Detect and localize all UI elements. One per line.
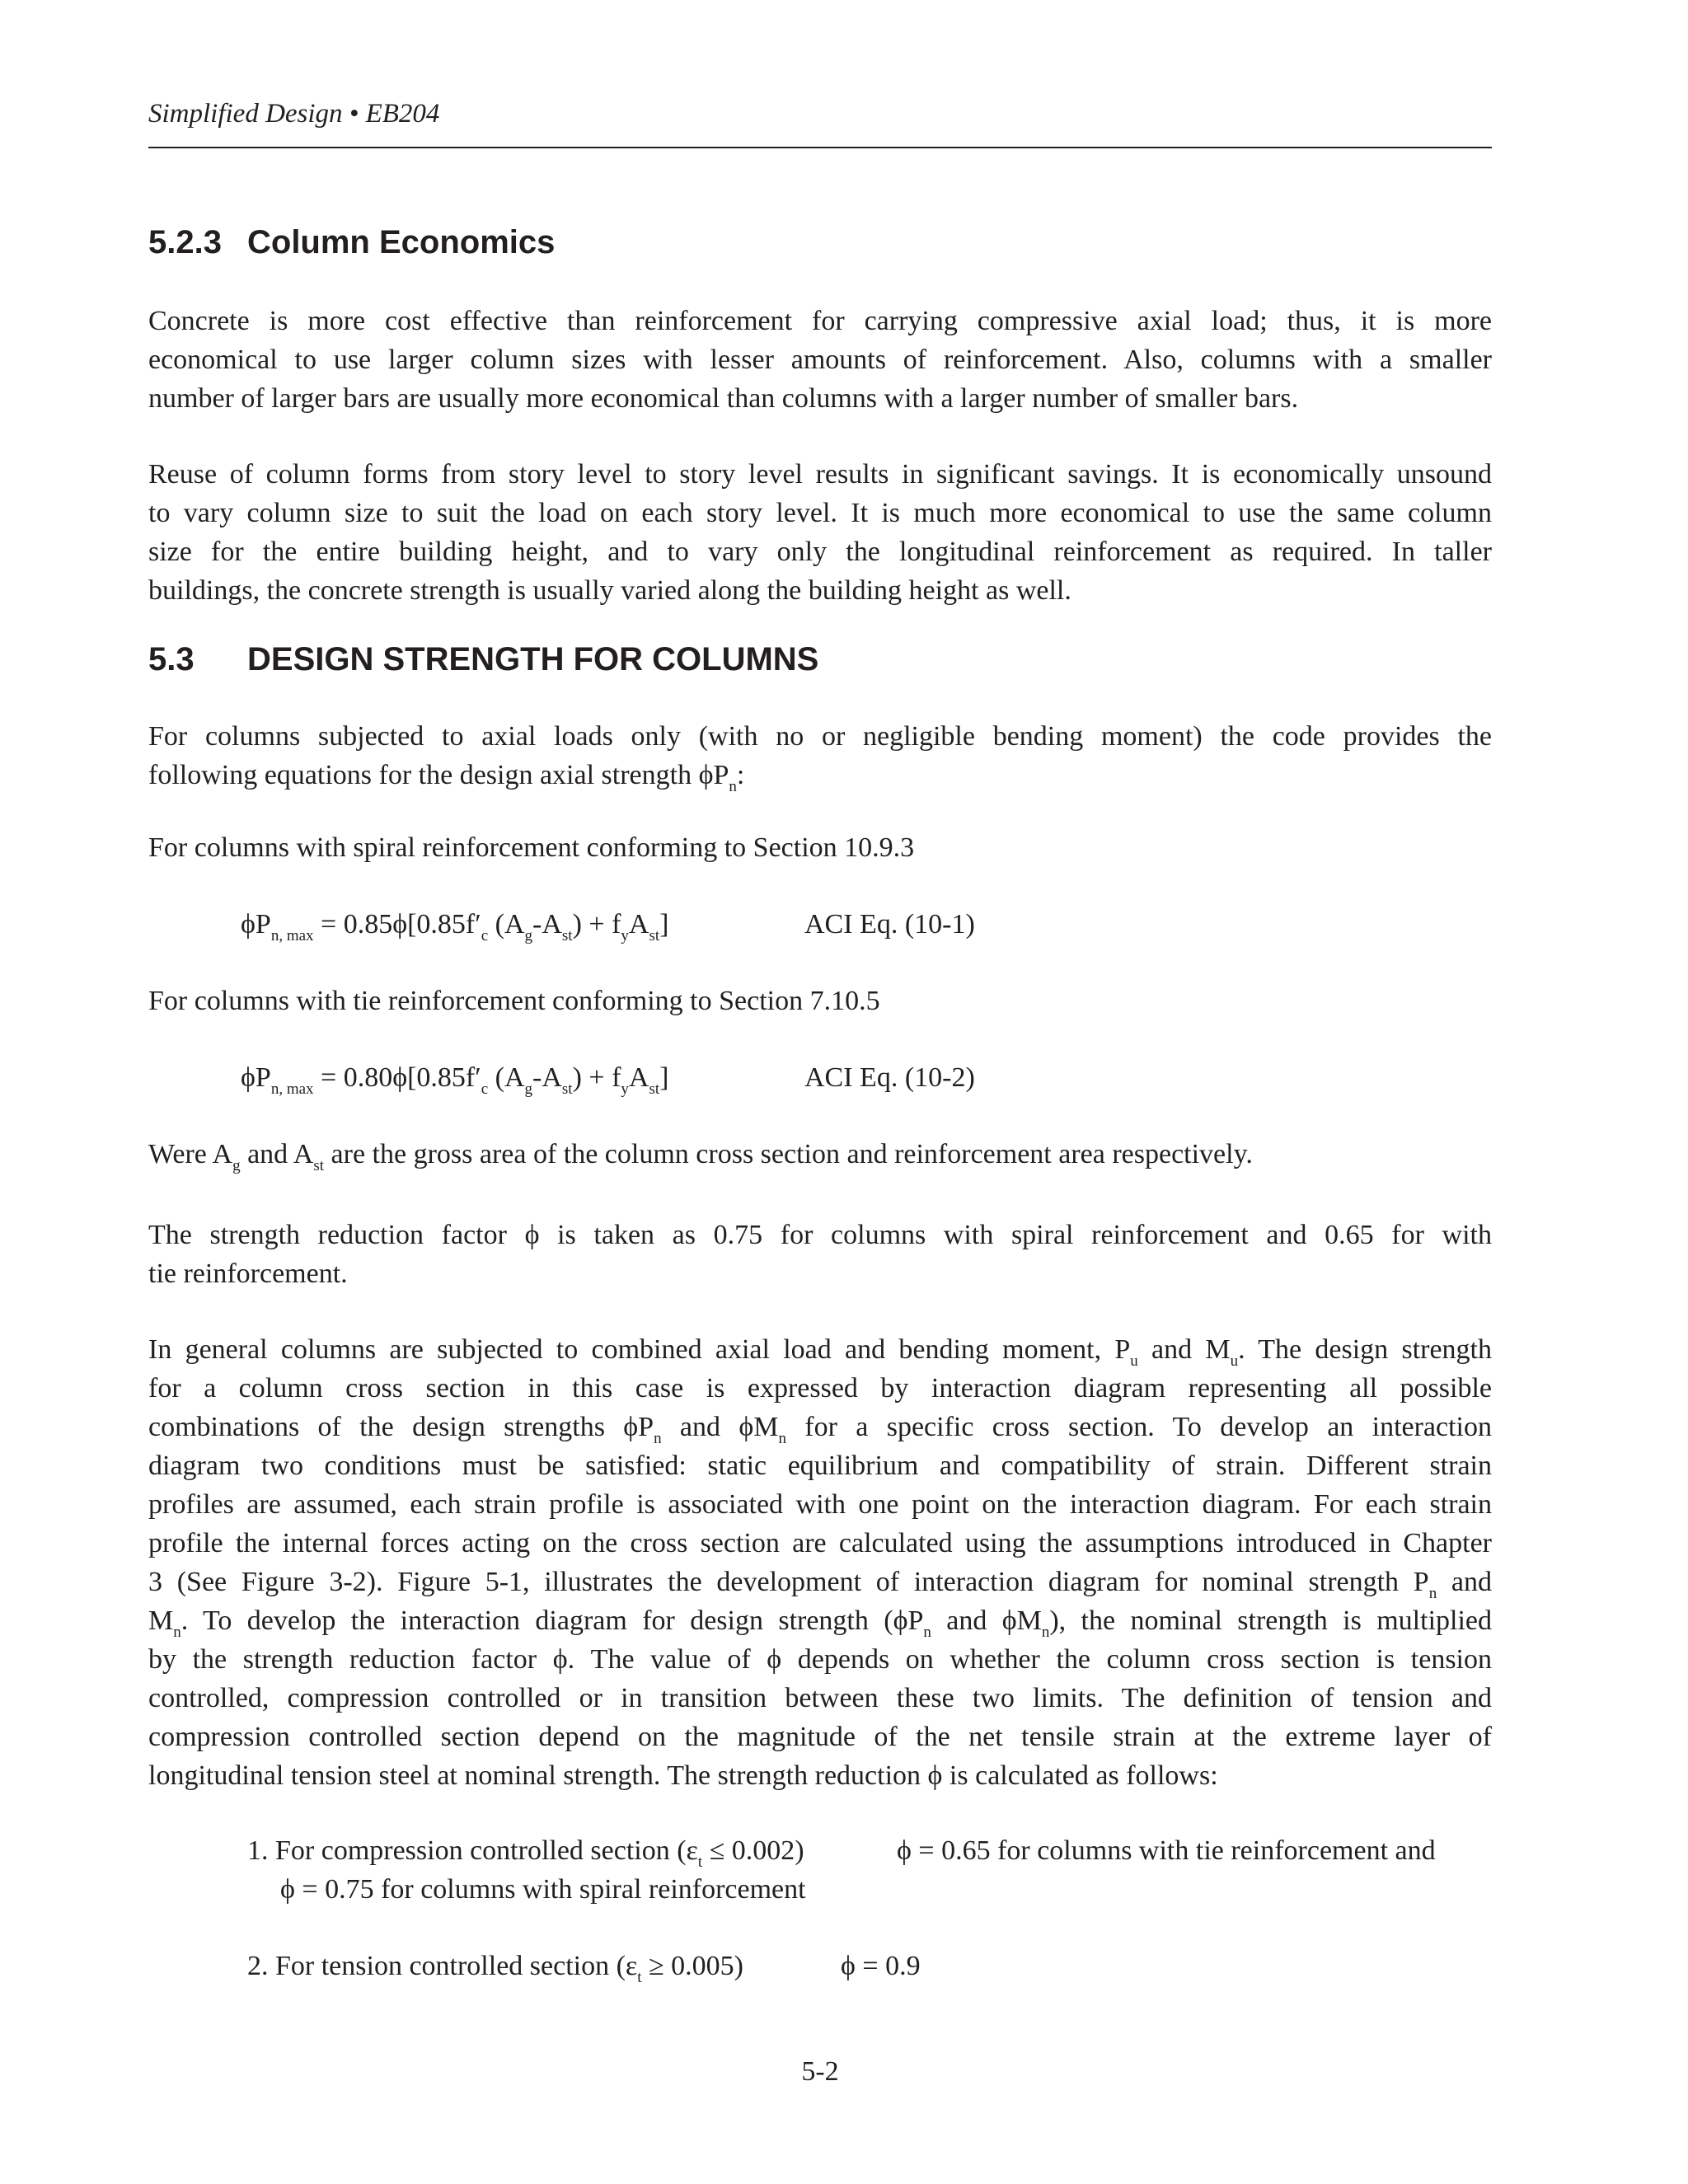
section-heading-5-3 xyxy=(148,641,818,678)
equation-10-1: $\phi P_{n, max} = 0.85\phi[0.85f'_c$ $(A_g-A_{st}) + f_yA_{st}$] xyxy=(241,909,669,944)
text-line: to vary column size to suit the load on each story level. It is much more economical to use the same column xyxy=(148,498,1492,528)
list-item-1-value: ϕ = 0.65 for columns with tie reinforcement and xyxy=(897,1835,1436,1866)
list-item-2-value: ϕ = 0.9 xyxy=(841,1951,921,1981)
text-line: diagram two conditions must be satisfied: static equilibrium and compatibility of strain. Different strain xyxy=(148,1451,1492,1481)
section-heading-5-2-3 xyxy=(148,224,555,261)
text-line: In general columns are subjected to combined axial load and bending moment, $P_u$ and $M_u$. The design strength xyxy=(148,1334,1492,1370)
spiral-intro: For columns with spiral reinforcement conforming to Section 10.9.3 xyxy=(148,832,915,863)
text-line: profiles are assumed, each strain profile is associated with one point on the interaction diagram. For each strain xyxy=(148,1489,1492,1520)
text-line: For columns subjected to axial loads only (with no or negligible bending moment) the code provides the xyxy=(148,721,1492,752)
text-line: controlled, compression controlled or in transition between these two limits. The definition of tension and xyxy=(148,1683,1492,1713)
text-line: longitudinal tension steel at nominal strength. The strength reduction ϕ is calculated as follows: xyxy=(148,1760,1218,1791)
equation-reference: ACI Eq. (10-2) xyxy=(804,1062,975,1093)
text-line: by the strength reduction factor ϕ. The value of ϕ depends on whether the column cross section is tension xyxy=(148,1644,1492,1675)
paragraph-economics-2 xyxy=(148,455,1492,610)
text-line: $M_n$. To develop the interaction diagram for design strength ($\phi P_n$ and $\phi M_n$), the nominal strength is multiplied xyxy=(148,1605,1492,1641)
document-page xyxy=(148,0,1492,2184)
list-item-1: 1. For compression controlled section $(\varepsilon_t \le 0.002)$ xyxy=(247,1835,804,1871)
text-line: buildings, the concrete strength is usually varied along the building height as well. xyxy=(148,575,1071,606)
list-item-1-continuation: ϕ = 0.75 for columns with spiral reinforcement xyxy=(280,1874,806,1905)
text-line: number of larger bars are usually more economical than columns with a larger number of smaller bars. xyxy=(148,383,1299,414)
running-header: Simplified Design • EB204 xyxy=(148,99,440,129)
text-line: Concrete is more cost effective than reinforcement for carrying compressive axial load; thus, it is more xyxy=(148,306,1492,336)
text-line: Reuse of column forms from story level to story level results in significant savings. It is economically unsound xyxy=(148,459,1492,490)
list-item-2: 2. For tension controlled section $(\varepsilon_t \ge 0.005)$ xyxy=(247,1951,743,1986)
page-number: 5-2 xyxy=(801,2056,839,2087)
text-line: following equations for the design axial strength $\phi P_n$: xyxy=(148,760,745,795)
section-title: DESIGN STRENGTH FOR COLUMNS xyxy=(247,641,819,677)
text-line: size for the entire building height, and to vary only the longitudinal reinforcement as required. In taller xyxy=(148,537,1492,567)
text-line: 3 (See Figure 3-2). Figure 5-1, illustrates the development of interaction diagram for nominal strength $P_n$ and xyxy=(148,1567,1492,1602)
text-line: compression controlled section depend on the magnitude of the net tensile strain at the extreme layer of xyxy=(148,1722,1492,1752)
paragraph-economics-1 xyxy=(148,302,1492,418)
tie-intro: For columns with tie reinforcement conforming to Section 7.10.5 xyxy=(148,986,880,1016)
text-line: The strength reduction factor ϕ is taken as 0.75 for columns with spiral reinforcement and 0.65 for with xyxy=(148,1220,1492,1250)
equation-10-2: $\phi P_{n, max} = 0.80\phi[0.85f'_c$ $(A_g-A_{st}) + f_yA_{st}$] xyxy=(241,1062,669,1098)
paragraph-phi xyxy=(148,1216,1492,1293)
section-title: Column Economics xyxy=(247,224,556,260)
paragraph-intro xyxy=(148,717,1492,794)
equation-reference: ACI Eq. (10-1) xyxy=(804,909,975,940)
where-clause: Were $A_g$ and $A_{st}$ are the gross area of the column cross section and reinforcement area respectively. xyxy=(148,1139,1253,1174)
section-number: 5.3 xyxy=(148,641,195,677)
paragraph-general xyxy=(148,1330,1492,1795)
text-line: tie reinforcement. xyxy=(148,1258,348,1289)
header-divider xyxy=(148,147,1492,148)
text-line: for a column cross section in this case is expressed by interaction diagram representing all possible xyxy=(148,1373,1492,1404)
text-line: combinations of the design strengths $\phi P_n$ and $\phi M_n$ for a specific cross section. To develop an interaction xyxy=(148,1412,1492,1447)
text-line: economical to use larger column sizes with lesser amounts of reinforcement. Also, columns with a smaller xyxy=(148,344,1492,375)
section-number: 5.2.3 xyxy=(148,224,222,260)
text-line: profile the internal forces acting on the cross section are calculated using the assumptions introduced in Chapter xyxy=(148,1528,1492,1558)
